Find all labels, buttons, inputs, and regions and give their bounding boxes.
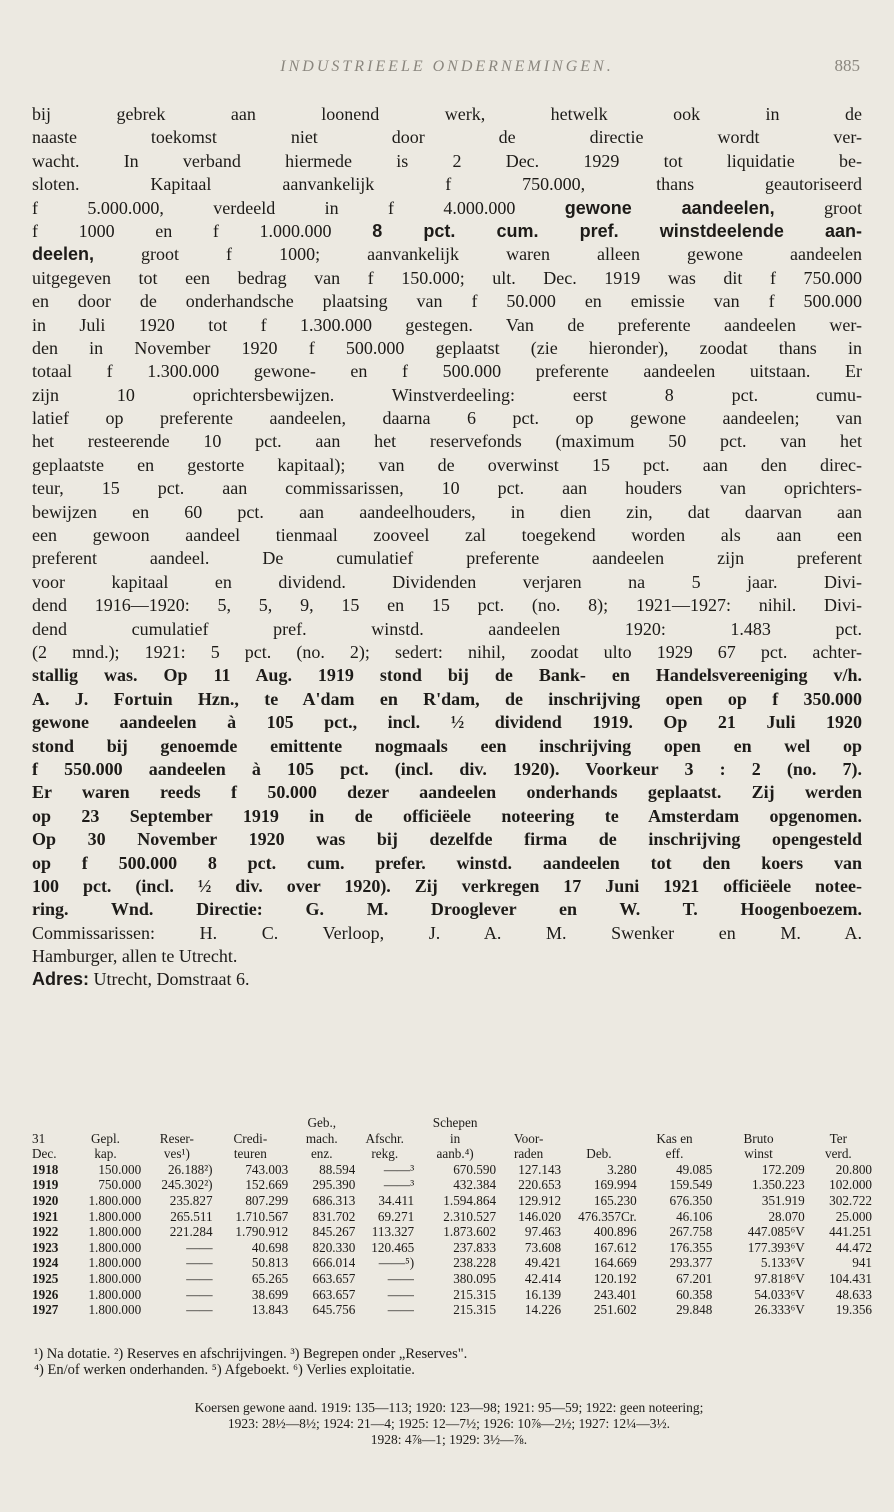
table-body xyxy=(32,1162,872,1318)
body-text-segment: en door de onderhandsche plaatsing van f 50.000 en emissie van f 500.000 xyxy=(32,291,862,312)
table-cell: 46.106 xyxy=(676,1208,713,1224)
table-cell: 152.669 xyxy=(245,1177,289,1193)
company-description xyxy=(32,103,862,992)
body-line xyxy=(32,968,862,991)
footnote-line: ⁴) En/of werken onderhanden. ⁵) Afgeboekt. ⁶) Verlies exploitatie. xyxy=(34,1362,415,1378)
table-cell: 97.818⁶V xyxy=(754,1270,805,1286)
table-cell: 127.143 xyxy=(518,1161,562,1177)
table-cell: 48.633 xyxy=(835,1286,872,1302)
table-cell: 1.800.000 xyxy=(88,1286,142,1302)
table-cell: 1918 xyxy=(32,1161,59,1177)
table-header-cell xyxy=(141,1115,212,1131)
table-cell: 441.251 xyxy=(829,1224,872,1240)
table-row xyxy=(32,1302,872,1318)
table-header-cell: Geb., xyxy=(307,1115,337,1130)
table-header-row xyxy=(32,1146,872,1162)
table-header-cell: aanb.⁴) xyxy=(436,1146,474,1162)
table-cell: 1925 xyxy=(32,1270,59,1286)
body-text-segment: uitgegeven tot een bedrag van f 150.000; ult. Dec. 1919 was dit f 750.000 xyxy=(32,267,862,288)
table-header-cell: in xyxy=(449,1130,461,1146)
body-text-segment: geplaatste en gestorte kapitaal); van de overwinst 15 pct. aan den direc- xyxy=(32,454,862,475)
body-line xyxy=(32,501,862,524)
table-cell: 221.284 xyxy=(169,1224,213,1240)
body-line xyxy=(32,945,862,968)
financial-table-wrapper xyxy=(32,1115,872,1318)
table-cell: —— xyxy=(186,1270,213,1286)
body-text-segment: zijn 10 oprichtersbewijzen. Winstverdeeling: eerst 8 pct. cumu- xyxy=(32,384,862,405)
table-cell: —— xyxy=(186,1239,213,1255)
body-line xyxy=(32,758,862,781)
table-cell: 14.226 xyxy=(524,1302,562,1318)
table-cell: 1.350.223 xyxy=(751,1177,805,1193)
table-cell: 295.390 xyxy=(312,1177,356,1193)
table-cell: 1.710.567 xyxy=(235,1208,289,1224)
table-header-cell: enz. xyxy=(310,1146,333,1162)
table-cell: 44.472 xyxy=(835,1239,872,1255)
table-header-cell: verd. xyxy=(824,1146,852,1162)
table-cell: 1924 xyxy=(32,1255,59,1271)
body-line xyxy=(32,384,862,407)
table-cell: 167.612 xyxy=(593,1239,637,1255)
body-line xyxy=(32,781,862,804)
body-line xyxy=(32,664,862,687)
table-header-cell: rekg. xyxy=(371,1146,399,1162)
table-header-cell xyxy=(805,1115,872,1131)
table-cell: 146.020 xyxy=(518,1208,562,1224)
table-cell: 432.384 xyxy=(453,1177,497,1193)
table-header-cell: mach. xyxy=(305,1130,338,1146)
body-text-segment: groot xyxy=(774,197,862,218)
table-header-cell xyxy=(637,1115,713,1131)
table-cell: 104.431 xyxy=(829,1270,872,1286)
body-line xyxy=(32,828,862,851)
table-cell: 169.994 xyxy=(593,1177,637,1193)
footnotes xyxy=(34,1346,864,1378)
table-header-cell xyxy=(213,1115,289,1131)
table-row xyxy=(32,1209,872,1225)
table-header-cell: raden xyxy=(513,1146,544,1162)
body-text-segment: gewone aandeelen à 105 pct., incl. ½ dividend 1919. Op 21 Juli 1920 xyxy=(32,712,862,733)
body-text-segment: 100 pct. (incl. ½ div. over 1920). Zij verkregen 17 Juni 1921 officiëele notee- xyxy=(32,875,862,896)
body-text-segment: f 550.000 aandeelen à 105 pct. (incl. div. 1920). Voorkeur 3 : 2 (no. 7). xyxy=(32,758,862,779)
body-text-segment: op f 500.000 8 pct. cum. prefer. winstd. aandeelen tot den koers van xyxy=(32,852,862,873)
table-header-cell: Schepen xyxy=(432,1115,478,1130)
table-cell: 120.192 xyxy=(593,1270,637,1286)
table-cell: 19.356 xyxy=(835,1302,872,1318)
table-cell: 1.800.000 xyxy=(88,1239,142,1255)
table-cell: 42.414 xyxy=(524,1270,562,1286)
table-cell: 1.800.000 xyxy=(88,1224,142,1240)
body-line xyxy=(32,594,862,617)
table-cell: 807.299 xyxy=(245,1192,289,1208)
table-header xyxy=(32,1115,872,1162)
body-line xyxy=(32,524,862,547)
table-cell: 88.594 xyxy=(319,1161,356,1177)
table-cell: 476.357Cr. xyxy=(578,1208,637,1224)
table-cell: 120.465 xyxy=(371,1239,415,1255)
body-text-segment: Op 30 November 1920 was bij dezelfde firma de inschrijving opengesteld xyxy=(32,829,862,850)
body-line xyxy=(32,805,862,828)
table-cell: 1919 xyxy=(32,1177,59,1193)
body-line xyxy=(32,290,862,313)
body-line xyxy=(32,477,862,500)
table-cell: 845.267 xyxy=(312,1224,356,1240)
table-header-cell xyxy=(32,1115,70,1131)
body-text-segment: deelen, xyxy=(32,244,95,265)
table-cell: 65.265 xyxy=(251,1270,289,1286)
body-text-segment: Adres: xyxy=(32,969,90,990)
table-cell: 1.800.000 xyxy=(88,1302,142,1318)
body-text-segment: stond bij genoemde emittente nogmaals een inschrijving open en wel op xyxy=(32,735,862,756)
body-line xyxy=(32,922,862,945)
table-cell: 686.313 xyxy=(312,1192,356,1208)
body-text-segment: preferent aandeel. De cumulatief preferente aandeelen zijn preferent xyxy=(32,548,862,569)
table-header-cell xyxy=(70,1115,141,1131)
table-cell: 215.315 xyxy=(453,1302,497,1318)
table-header-cell xyxy=(561,1115,637,1131)
table-row xyxy=(32,1193,872,1209)
table-cell: 400.896 xyxy=(593,1224,637,1240)
table-header-cell: teuren xyxy=(233,1146,267,1162)
body-text-segment: (2 mnd.); 1921: 5 pct. (no. 2); sedert: nihil, zoodat ulto 1929 67 pct. achter- xyxy=(32,641,862,662)
table-cell: 1920 xyxy=(32,1192,59,1208)
body-text-segment: voor kapitaal en dividend. Dividenden verjaren na 5 jaar. Divi- xyxy=(32,571,862,592)
table-cell: 663.657 xyxy=(312,1270,356,1286)
table-header-cell xyxy=(496,1115,561,1131)
table-cell: 16.139 xyxy=(524,1286,562,1302)
table-cell: 38.699 xyxy=(251,1286,289,1302)
table-cell: —— xyxy=(186,1286,213,1302)
body-line xyxy=(32,360,862,383)
table-header-row xyxy=(32,1131,872,1147)
table-cell: 831.702 xyxy=(312,1208,356,1224)
table-cell: 1922 xyxy=(32,1224,59,1240)
body-line xyxy=(32,711,862,734)
table-cell: 1.800.000 xyxy=(88,1192,142,1208)
table-cell: 26.188²) xyxy=(167,1161,213,1177)
table-cell: 129.912 xyxy=(518,1192,562,1208)
table-cell: 40.698 xyxy=(251,1239,289,1255)
table-cell: —— xyxy=(186,1302,213,1318)
body-line xyxy=(32,150,862,173)
table-cell: 1.594.864 xyxy=(443,1192,497,1208)
table-row xyxy=(32,1224,872,1240)
financial-table xyxy=(32,1115,872,1318)
table-cell: 97.463 xyxy=(524,1224,562,1240)
body-text-segment: het resteerende 10 pct. aan het reservefonds (maximum 50 pct. van het xyxy=(32,431,862,452)
body-text-segment: den in November 1920 f 500.000 geplaatst (zie hieronder), zoodat thans in xyxy=(32,337,862,358)
body-line xyxy=(32,220,862,243)
table-cell: 69.271 xyxy=(377,1208,415,1224)
table-cell: 302.722 xyxy=(829,1192,872,1208)
table-cell: 49.421 xyxy=(524,1255,562,1271)
table-cell: 28.070 xyxy=(768,1208,805,1224)
body-line xyxy=(32,875,862,898)
body-text-segment: f 1000 en f 1.000.000 xyxy=(32,220,373,241)
table-header-cell: ves¹) xyxy=(163,1146,190,1162)
table-cell: 380.095 xyxy=(453,1270,497,1286)
table-cell: 820.330 xyxy=(312,1239,356,1255)
share-prices-line: 1928: 4⅞—1; 1929: 3½—⅞. xyxy=(370,1432,528,1447)
body-line xyxy=(32,430,862,453)
table-cell: 73.608 xyxy=(524,1239,562,1255)
table-cell: 1927 xyxy=(32,1302,59,1318)
table-cell: 159.549 xyxy=(669,1177,713,1193)
table-cell: 67.201 xyxy=(676,1270,713,1286)
table-cell: 1923 xyxy=(32,1239,59,1255)
table-cell: 54.033⁶V xyxy=(754,1286,805,1302)
table-cell: 251.602 xyxy=(593,1302,637,1318)
body-text-segment: 8 pct. cum. pref. winstdeelende aan- xyxy=(372,220,862,241)
table-header-cell xyxy=(355,1115,414,1131)
body-text-segment: Er waren reeds f 50.000 dezer aandeelen onderhands geplaatst. Zij werden xyxy=(32,782,862,803)
table-header-cell: Ter xyxy=(829,1130,848,1146)
table-cell: 237.833 xyxy=(453,1239,497,1255)
body-line xyxy=(32,898,862,921)
table-cell: 1.800.000 xyxy=(88,1270,142,1286)
table-header-cell: Voor- xyxy=(513,1130,544,1146)
body-text-segment: naaste toekomst niet door de directie wordt ver- xyxy=(32,127,862,148)
body-line xyxy=(32,852,862,875)
table-cell: 670.590 xyxy=(453,1161,497,1177)
body-line xyxy=(32,267,862,290)
table-row xyxy=(32,1255,872,1271)
table-cell: —— xyxy=(387,1302,415,1318)
body-text-segment: ring. Wnd. Directie: G. M. Drooglever en W. T. Hoogenboezem. xyxy=(32,899,862,920)
share-prices xyxy=(34,1400,864,1448)
footnote-line: ¹) Na dotatie. ²) Reserves en afschrijvingen. ³) Begrepen onder „Reserves". xyxy=(34,1346,468,1362)
body-text-segment: een gewoon aandeel tienmaal zooveel zal toegekend worden als aan een xyxy=(32,525,862,546)
table-header-cell xyxy=(561,1131,637,1147)
table-cell: 1.800.000 xyxy=(88,1255,142,1271)
body-text-segment: totaal f 1.300.000 gewone- en f 500.000 preferente aandeelen uitstaan. Er xyxy=(32,361,862,382)
body-line xyxy=(32,337,862,360)
table-header-cell xyxy=(712,1115,804,1131)
table-cell: —— xyxy=(186,1255,213,1271)
table-cell: ——³ xyxy=(383,1177,415,1193)
body-text-segment: Hamburger, allen te Utrecht. xyxy=(32,946,238,967)
body-line xyxy=(32,454,862,477)
table-row xyxy=(32,1177,872,1193)
table-cell: 2.310.527 xyxy=(443,1208,497,1224)
body-line xyxy=(32,571,862,594)
table-cell: 150.000 xyxy=(98,1161,142,1177)
body-text-segment: teur, 15 pct. aan commissarissen, 10 pct. aan houders van oprichters- xyxy=(32,478,862,499)
page-number: 885 xyxy=(834,56,860,75)
table-cell: 666.014 xyxy=(312,1255,356,1271)
table-cell: 165.230 xyxy=(593,1192,637,1208)
body-line xyxy=(32,688,862,711)
body-text-segment: dend cumulatief pref. winstd. aandeelen 1920: 1.483 pct. xyxy=(32,618,862,639)
table-cell: 26.333⁶V xyxy=(754,1302,805,1318)
table-cell: 220.653 xyxy=(518,1177,562,1193)
table-header-row xyxy=(32,1115,872,1131)
table-cell: 34.411 xyxy=(378,1192,415,1208)
table-cell: 3.280 xyxy=(607,1161,637,1177)
body-line xyxy=(32,547,862,570)
body-text-segment: A. J. Fortuin Hzn., te A'dam en R'dam, de inschrijving open op f 350.000 xyxy=(32,688,862,709)
table-cell: 1926 xyxy=(32,1286,59,1302)
body-text-segment: bewijzen en 60 pct. aan aandeelhouders, in dien zin, dat daarvan aan xyxy=(32,501,862,522)
table-cell: 238.228 xyxy=(453,1255,497,1271)
table-cell: 20.800 xyxy=(835,1161,872,1177)
table-cell: 60.358 xyxy=(676,1286,713,1302)
table-cell: 235.827 xyxy=(169,1192,213,1208)
table-cell: ——³ xyxy=(383,1161,415,1177)
table-cell: 265.511 xyxy=(170,1208,213,1224)
table-cell: 941 xyxy=(852,1255,872,1271)
body-line xyxy=(32,641,862,664)
body-line xyxy=(32,126,862,149)
body-text-segment: f 5.000.000, verdeeld in f 4.000.000 xyxy=(32,197,565,218)
table-row xyxy=(32,1287,872,1303)
table-header-cell: Afschr. xyxy=(365,1130,404,1146)
table-cell: 215.315 xyxy=(453,1286,497,1302)
table-header-cell: eff. xyxy=(665,1146,684,1162)
body-line xyxy=(32,314,862,337)
body-line xyxy=(32,407,862,430)
body-text-segment: dend 1916—1920: 5, 5, 9, 15 en 15 pct. (no. 8); 1921—1927: nihil. Divi- xyxy=(32,595,862,616)
table-cell: 1.873.602 xyxy=(443,1224,497,1240)
body-text-segment: stallig was. Op 11 Aug. 1919 stond bij de Bank- en Handelsvereeniging v/h. xyxy=(32,665,862,686)
table-header-cell: winst xyxy=(744,1146,773,1162)
table-row xyxy=(32,1162,872,1178)
body-text-segment: wacht. In verband hiermede is 2 Dec. 1929 tot liquidatie be- xyxy=(32,150,862,171)
share-prices-line: 1923: 28½—8½; 1924: 21—4; 1925: 12—7½; 1926: 10⅞—2½; 1927: 12¼—3½. xyxy=(227,1416,671,1431)
table-cell: 49.085 xyxy=(676,1161,713,1177)
table-header-cell: Kas en xyxy=(656,1130,693,1146)
table-cell: 113.327 xyxy=(371,1224,415,1240)
body-line xyxy=(32,618,862,641)
table-cell: 245.302²) xyxy=(161,1177,213,1193)
table-header-cell: Gepl. xyxy=(91,1130,120,1146)
body-line xyxy=(32,103,862,126)
body-line xyxy=(32,197,862,220)
table-header-cell: Deb. xyxy=(586,1146,612,1162)
table-cell: —— xyxy=(387,1270,415,1286)
table-cell: 172.209 xyxy=(761,1161,805,1177)
table-header-cell: Credi- xyxy=(233,1130,268,1146)
table-cell: 351.919 xyxy=(761,1192,805,1208)
body-text-segment: in Juli 1920 tot f 1.300.000 gestegen. Van de preferente aandeelen wer- xyxy=(32,314,862,335)
table-cell: 1.790.912 xyxy=(235,1224,289,1240)
table-header-cell: Reser- xyxy=(159,1130,194,1146)
table-cell: 25.000 xyxy=(835,1208,872,1224)
table-cell: 5.133⁶V xyxy=(760,1255,805,1271)
body-text-segment: Utrecht, Domstraat 6. xyxy=(89,969,250,990)
table-header-cell: Bruto xyxy=(743,1130,774,1146)
body-text-segment: latief op preferente aandeelen, daarna 6 pct. op gewone aandeelen; van xyxy=(32,408,862,429)
table-cell: 1.800.000 xyxy=(88,1208,142,1224)
table-cell: 645.756 xyxy=(312,1302,356,1318)
table-cell: 267.758 xyxy=(669,1224,713,1240)
table-header-cell: Dec. xyxy=(32,1146,57,1162)
body-line xyxy=(32,735,862,758)
table-cell: 663.657 xyxy=(312,1286,356,1302)
table-cell: 676.350 xyxy=(669,1192,713,1208)
body-text-segment: gewone aandeelen, xyxy=(564,197,775,218)
table-cell: —— xyxy=(387,1286,415,1302)
table-row xyxy=(32,1271,872,1287)
table-cell: 1921 xyxy=(32,1208,59,1224)
table-cell: 177.393⁶V xyxy=(747,1239,805,1255)
table-cell: 243.401 xyxy=(593,1286,637,1302)
table-cell: 13.843 xyxy=(251,1302,289,1318)
table-header-cell: kap. xyxy=(94,1146,117,1162)
body-line xyxy=(32,173,862,196)
body-text-segment: bij gebrek aan loonend werk, hetwelk ook in de xyxy=(32,104,862,124)
table-row xyxy=(32,1240,872,1256)
table-cell: 750.000 xyxy=(98,1177,142,1193)
body-line xyxy=(32,243,862,266)
table-cell: 293.377 xyxy=(669,1255,713,1271)
body-text-segment: op 23 September 1919 in de officiëele noteering te Amsterdam opgenomen. xyxy=(32,805,862,826)
table-cell: 176.355 xyxy=(669,1239,713,1255)
body-text-segment: sloten. Kapitaal aanvankelijk f 750.000, thans geautoriseerd xyxy=(32,174,862,195)
table-cell: ——⁵) xyxy=(378,1255,415,1271)
share-prices-line: Koersen gewone aand. 1919: 135—113; 1920: 123—98; 1921: 95—59; 1922: geen noteering; xyxy=(194,1400,704,1415)
table-cell: 102.000 xyxy=(829,1177,872,1193)
body-text-segment: groot f 1000; aanvankelijk waren alleen gewone aandeelen xyxy=(94,244,862,265)
table-cell: 743.003 xyxy=(245,1161,289,1177)
table-cell: 50.813 xyxy=(251,1255,289,1271)
table-cell: 164.669 xyxy=(593,1255,637,1271)
table-header-cell: 31 xyxy=(32,1130,46,1146)
table-cell: 447.085⁶V xyxy=(747,1224,805,1240)
table-cell: 29.848 xyxy=(676,1302,713,1318)
body-text-segment: Commissarissen: H. C. Verloop, J. A. M. Swenker en M. A. xyxy=(32,922,862,943)
running-head: INDUSTRIEELE ONDERNEMINGEN. xyxy=(280,58,614,75)
